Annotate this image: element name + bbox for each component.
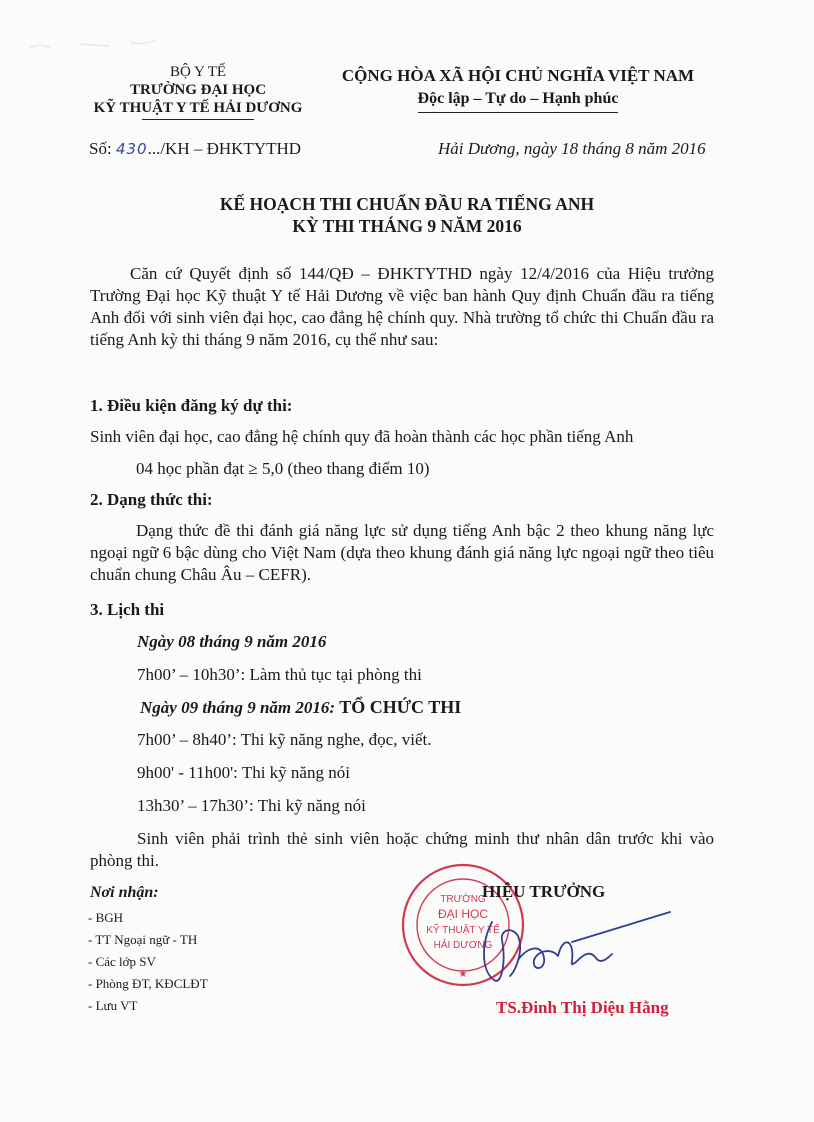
title-line2: KỲ THI THÁNG 9 NĂM 2016	[292, 216, 522, 236]
exam-note: Sinh viên phải trình thẻ sinh viên hoặc chứng minh thư nhân dân trước khi vào phòng thi.	[90, 829, 714, 870]
section1-heading: 1. Điều kiện đăng ký dự thi:	[90, 396, 293, 415]
recipient-item: - TT Ngoại ngữ - TH	[88, 932, 198, 947]
stamp-line3: KỸ THUẬT Y TẾ	[426, 925, 500, 936]
exam-day2-item-2: 9h00' - 11h00': Thi kỹ năng nói	[137, 763, 350, 782]
section1-line1: Sinh viên đại học, cao đẳng hệ chính quy đã hoàn thành các học phần tiếng Anh	[90, 427, 634, 446]
exam-day2-heading	[140, 697, 461, 718]
exam-day2-label: TỔ CHỨC THI	[335, 697, 462, 717]
stamp-line4: HẢI DƯƠNG	[433, 940, 493, 951]
recipient-item: - Lưu VT	[88, 998, 138, 1013]
section2-heading: 2. Dạng thức thi:	[90, 490, 213, 509]
section3-heading: 3. Lịch thi	[90, 600, 165, 619]
national-motto: Độc lập – Tự do – Hạnh phúc	[418, 87, 619, 113]
handwritten-signature	[472, 910, 672, 990]
exam-day2-item-1: 7h00’ – 8h40’: Thi kỹ năng nghe, đọc, viết.	[137, 730, 432, 749]
intro-paragraph	[90, 263, 714, 351]
scan-artifact	[20, 30, 180, 60]
stamp-line2: ĐẠI HỌC	[437, 907, 489, 921]
recipient-item: - BGH	[88, 910, 124, 925]
handwritten-number: 430	[115, 140, 148, 158]
stamp-line1: TRƯỜNG	[440, 894, 486, 905]
recipient-item: - Phòng ĐT, KĐCLĐT	[88, 976, 208, 991]
signer-name: TS.Đinh Thị Diệu Hằng	[496, 998, 669, 1017]
title-line1: KẾ HOẠCH THI CHUẨN ĐẦU RA TIẾNG ANH	[219, 194, 595, 214]
intro-text: Căn cứ Quyết định số 144/QĐ – ĐHKTYTHD ngày 12/4/2016 của Hiệu trưởng Trường Đại học Kỹ thuật Y tế Hải Dương về việc ban hành Quy định Chuẩn đầu ra tiếng Anh đối với sinh viên đại học, cao đẳng hệ chính quy. Nhà trường tổ chức thi Chuẩn đầu ra tiếng Anh kỳ thi tháng 9 năm 2016, cụ thể như sau:	[90, 264, 714, 349]
document-number-prefix: Số:	[89, 139, 116, 158]
ministry-name: BỘ Y TẾ	[169, 64, 227, 80]
school-name-line2: KỸ THUẬT Y TẾ HẢI DƯƠNG	[93, 100, 303, 116]
recipient-item: - Các lớp SV	[88, 954, 156, 969]
star-icon: ★	[458, 969, 468, 980]
signature-title: HIỆU TRƯỞNG	[482, 882, 606, 901]
exam-day1-date: Ngày 08 tháng 9 năm 2016	[137, 632, 327, 651]
recipients-title: Nơi nhận:	[90, 884, 159, 901]
exam-day2-date: Ngày 09 tháng 9 năm 2016:	[140, 698, 336, 717]
issuer-block	[60, 63, 336, 120]
section2-text: Dạng thức đề thi đánh giá năng lực sử dụng tiếng Anh bậc 2 theo khung năng lực ngoại ngữ 6 bậc dùng cho Việt Nam (dựa theo khung đánh giá năng lực ngoại ngữ theo tiêu chuẩn chung Châu Âu – CEFR).	[90, 521, 714, 584]
issue-date: Hải Dương, ngày 18 tháng 8 năm 2016	[438, 139, 706, 158]
exam-day2-item-3: 13h30’ – 17h30’: Thi kỹ năng nói	[137, 796, 366, 815]
document-title	[0, 193, 814, 237]
country-name: CỘNG HÒA XÃ HỘI CHỦ NGHĨA VIỆT NAM	[341, 66, 695, 85]
national-header	[326, 65, 710, 113]
document-number-suffix: .../KH – ĐHKTYTHD	[147, 139, 302, 158]
issuer-underline	[142, 119, 254, 120]
section1-line2: 04 học phần đạt ≥ 5,0 (theo thang điểm 10)	[136, 459, 430, 478]
school-name-line1: TRƯỜNG ĐẠI HỌC	[129, 82, 267, 98]
document-number	[89, 139, 301, 159]
exam-day1-item: 7h00’ – 10h30’: Làm thủ tục tại phòng thi	[137, 665, 422, 684]
